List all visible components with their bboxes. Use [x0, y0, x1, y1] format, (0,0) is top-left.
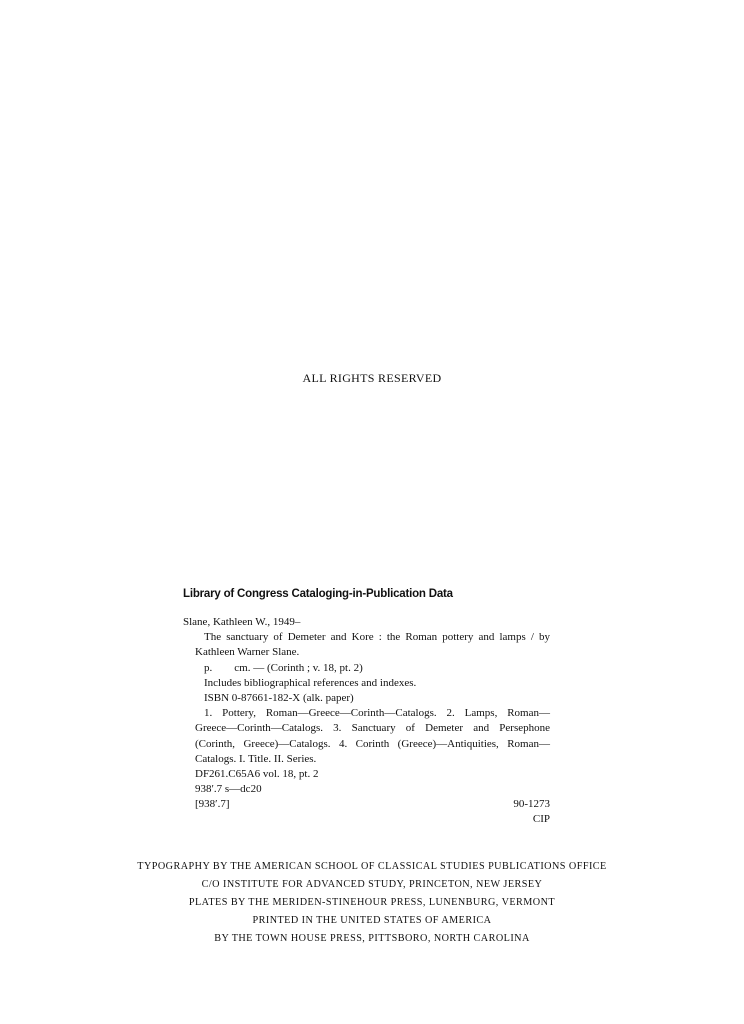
- cip-notes: Includes bibliographical references and indexes.: [204, 676, 417, 689]
- cip-physical-series: cm. — (Corinth ; v. 18, pt. 2): [234, 661, 363, 674]
- rights-reserved-notice: ALL RIGHTS RESERVED: [302, 371, 442, 385]
- cip-subjects-line-3: (Corinth, Greece)—Catalogs. 4. Corinth (Greece)—Antiquities, Roman—: [195, 737, 550, 750]
- cip-subjects-line-2: Greece—Corinth—Catalogs. 3. Sanctuary of Demeter and Persephone: [195, 722, 550, 735]
- credit-line-institute: C/O INSTITUTE FOR ADVANCED STUDY, PRINCETON, NEW JERSEY: [201, 879, 543, 890]
- credit-line-plates: PLATES BY THE MERIDEN-STINEHOUR PRESS, LUNENBURG, VERMONT: [188, 897, 556, 908]
- cip-label: CIP: [532, 813, 550, 826]
- cip-lccn: 90-1273: [513, 798, 550, 811]
- cip-lc-classification: DF261.C65A6 vol. 18, pt. 2: [195, 767, 319, 780]
- credit-line-typography: TYPOGRAPHY BY THE AMERICAN SCHOOL OF CLASSICAL STUDIES PUBLICATIONS OFFICE: [137, 861, 607, 872]
- cip-author: Slane, Kathleen W., 1949–: [183, 616, 301, 628]
- cip-title-line-2: Kathleen Warner Slane.: [195, 646, 300, 659]
- printing-credits: [0, 858, 744, 948]
- cip-physical-description: [183, 661, 550, 676]
- credit-line-press: BY THE TOWN HOUSE PRESS, PITTSBORO, NORTH CAROLINA: [214, 933, 530, 944]
- cip-isbn: ISBN 0-87661-182-X (alk. paper): [204, 691, 354, 704]
- cip-dewey-alt-row: [183, 797, 550, 812]
- credit-line-printed: PRINTED IN THE UNITED STATES OF AMERICA: [252, 915, 492, 926]
- cip-subjects-line-1: 1. Pottery, Roman—Greece—Corinth—Catalogs. 2. Lamps, Roman—: [204, 707, 550, 720]
- cip-physical-p: p.: [204, 661, 213, 674]
- cip-dewey-alt: [938′.7]: [195, 798, 230, 811]
- cip-dewey: 938′.7 s—dc20: [195, 783, 262, 796]
- cip-heading: Library of Congress Cataloging-in-Publication Data: [183, 588, 453, 600]
- cip-title-line-1: The sanctuary of Demeter and Kore : the Roman pottery and lamps / by: [204, 631, 550, 644]
- cip-record: [183, 615, 550, 828]
- cip-subjects-line-4: Catalogs. I. Title. II. Series.: [195, 752, 317, 765]
